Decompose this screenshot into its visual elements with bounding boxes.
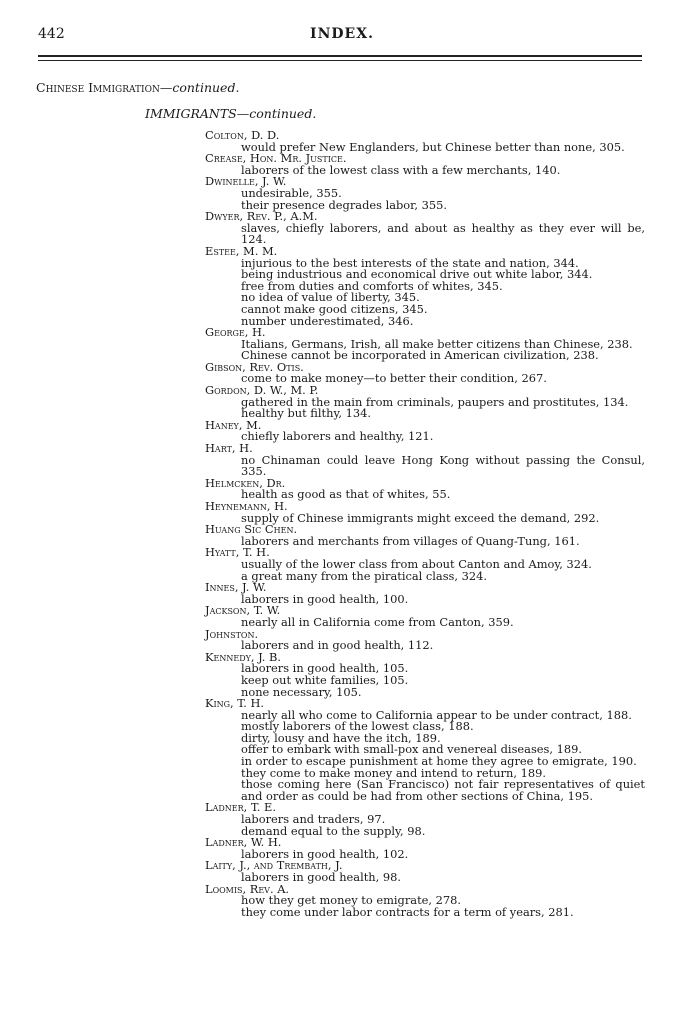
index-entry: [205, 501, 645, 524]
entry-name: Loomis, Rev. A.: [205, 881, 290, 896]
entry-name: Colton, D. D.: [205, 128, 280, 142]
entry-name: Haney, M.: [205, 417, 262, 432]
entry-line: those coming here (San Francisco) not fair representatives of quiet and order as could be had from other sections of China, 195.: [241, 777, 645, 803]
entry-name: Kennedy, J. B.: [205, 649, 282, 664]
entry-name: King, T. H.: [205, 696, 265, 711]
entry-line: they come to make money and intend to return, 189.: [241, 765, 546, 780]
entry-name: Innes, J. W.: [205, 580, 267, 595]
index-entry: [205, 130, 645, 153]
entry-line: would prefer New Englanders, but Chinese better than none, 305.: [241, 139, 625, 154]
entry-name: Helmcken, Dr.: [205, 475, 286, 490]
entry-line: laborers in good health, 102.: [241, 846, 409, 861]
index-entry: [205, 243, 645, 328]
entry-line: demand equal to the supply, 98.: [241, 823, 426, 838]
index-entries: [205, 130, 645, 918]
entry-line: laborers and traders, 97.: [241, 812, 386, 827]
entry-name: Gibson, Rev. Otis.: [205, 359, 304, 374]
entry-line: they come under labor contracts for a term of years, 281.: [241, 904, 574, 919]
entry-line: slaves, chiefly laborers, and about as healthy as they ever will be, 124.: [241, 220, 645, 247]
entry-line: laborers in good health, 98.: [241, 870, 401, 884]
entry-line: supply of Chinese immigrants might exceed the demand, 292.: [241, 510, 600, 525]
section-heading: [36, 80, 239, 95]
index-entry: [205, 860, 645, 883]
entry-name: Ladner, T. E.: [205, 800, 276, 815]
entry-name: Heynemann, H.: [205, 499, 288, 513]
index-entry: [205, 582, 645, 605]
entry-line: laborers of the lowest class with a few merchants, 140.: [241, 162, 561, 177]
index-entry: [205, 385, 645, 420]
entry-line: nearly all who come to California appear to be under contract, 188.: [241, 707, 632, 722]
entry-name: Gordon, D. W., M. P.: [205, 383, 319, 398]
entry-line: free from duties and comforts of whites, 345.: [241, 278, 503, 293]
section-continued: —continued.: [159, 80, 240, 95]
entry-name: Dwyer, Rev. P., A.M.: [205, 209, 318, 224]
header-rule-thin: [38, 60, 642, 61]
entry-line: come to make money—to better their condition, 267.: [241, 371, 547, 386]
section-title: Chinese Immigration: [36, 80, 160, 95]
running-title: INDEX.: [310, 26, 374, 42]
entry-line: being industrious and economical drive out white labor, 344.: [241, 267, 593, 282]
subsection-heading: IMMIGRANTS—continued.: [145, 106, 317, 121]
entry-line: no Chinaman could leave Hong Kong without passing the Consul, 335.: [241, 452, 645, 479]
index-entry: [205, 605, 645, 628]
entry-line: offer to embark with small-pox and venereal diseases, 189.: [241, 742, 582, 757]
entry-line: mostly laborers of the lowest class, 188.: [241, 719, 474, 734]
entry-line: injurious to the best interests of the state and nation, 344.: [241, 255, 579, 270]
entry-name: Dwinelle, J. W.: [205, 174, 287, 189]
entry-name: Crease, Hon. Mr. Justice.: [205, 151, 347, 166]
index-entry: [205, 176, 645, 211]
page-number: 442: [38, 26, 65, 42]
entry-line: how they get money to emigrate, 278.: [241, 893, 461, 908]
entry-line: none necessary, 105.: [241, 684, 362, 699]
entry-line: Chinese cannot be incorporated in American civilization, 238.: [241, 348, 599, 363]
entry-line: a great many from the piratical class, 324.: [241, 568, 488, 583]
entry-name: Ladner, W. H.: [205, 835, 282, 850]
entry-line: Italians, Germans, Irish, all make better citizens than Chinese, 238.: [241, 336, 633, 351]
entry-line: healthy but filthy, 134.: [241, 406, 371, 421]
entry-name: Johnston.: [205, 626, 259, 641]
index-entry: [205, 698, 645, 802]
entry-line: cannot make good citizens, 345.: [241, 301, 428, 316]
entry-line: nearly all in California come from Canton, 359.: [241, 614, 514, 629]
entry-line: laborers in good health, 100.: [241, 591, 409, 606]
index-entry: [205, 881, 645, 919]
entry-line: in order to escape punishment at home they agree to emigrate, 190.: [241, 754, 637, 769]
entry-line: dirty, lousy and have the itch, 189.: [241, 730, 441, 745]
entry-name: Hyatt, T. H.: [205, 545, 270, 560]
entry-name: Huang Sic Chen.: [205, 522, 298, 537]
index-entry: [205, 443, 645, 478]
entry-name: Jackson, T. W.: [205, 603, 281, 618]
index-entry: [205, 837, 645, 860]
entry-line: laborers and merchants from villages of Quang-Tung, 161.: [241, 533, 580, 548]
entry-line: number underestimated, 346.: [241, 313, 414, 328]
entry-name: George, H.: [205, 325, 266, 340]
index-entry: [205, 649, 645, 699]
index-entry: [205, 475, 645, 502]
entry-line: undesirable, 355.: [241, 185, 342, 200]
entry-line: chiefly laborers and healthy, 121.: [241, 429, 434, 444]
index-entry: [205, 802, 645, 837]
page-header: [0, 0, 684, 70]
entry-line: laborers and in good health, 112.: [241, 638, 434, 653]
index-entry: [205, 417, 645, 444]
entry-line: no idea of value of liberty, 345.: [241, 290, 420, 305]
header-rule: [38, 55, 642, 57]
index-entry: [205, 211, 645, 246]
index-entry: [205, 153, 645, 176]
entry-name: Estee, M. M.: [205, 243, 278, 258]
entry-line: usually of the lower class from about Canton and Amoy, 324.: [241, 556, 592, 571]
entry-line: laborers in good health, 105.: [241, 661, 409, 676]
index-entry: [205, 524, 645, 547]
index-entry: [205, 359, 645, 386]
index-entry: [205, 547, 645, 582]
entry-name: Laity, J., and Trembath, J.: [205, 858, 343, 873]
index-entry: [205, 626, 645, 653]
entry-line: health as good as that of whites, 55.: [241, 487, 451, 502]
index-entry: [205, 327, 645, 362]
entry-name: Hart, H.: [205, 441, 253, 456]
entry-line: gathered in the main from criminals, paupers and prostitutes, 134.: [241, 394, 629, 409]
entry-line: their presence degrades labor, 355.: [241, 197, 447, 212]
entry-line: keep out white families, 105.: [241, 672, 409, 687]
